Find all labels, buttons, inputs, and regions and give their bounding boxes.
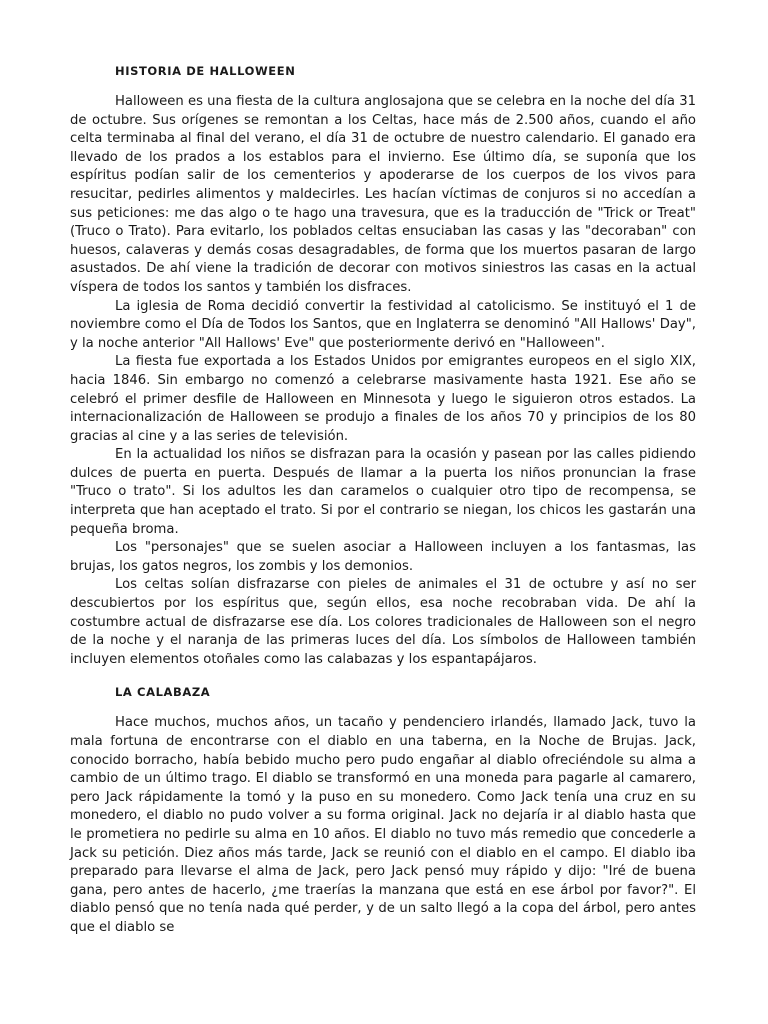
paragraph: Halloween es una fiesta de la cultura anglosajona que se celebra en la noche del día 31 de octubre. Sus orígenes se remontan a los Celtas, hace más de 2.500 años, cuando el año celta terminaba al final del verano, el día 31 de octubre de nuestro calendario. El ganado era llevado de los prados a los establos para el invierno. Ese último día, se suponía que los espíritus podían salir de los cementerios y apoderarse de los cuerpos de los vivos para resucitar, pedirles alimentos y maldecirles. Les hacían víctimas de conjuros si no accedían a sus peticiones: me das algo o te hago una travesura, que es la traducción de "Trick or Treat" (Truco o Trato). Para evitarlo, los poblados celtas ensuciaban las casas y las "decoraban" con huesos, calaveras y demás cosas desagradables, de forma que los muertos pasaran de largo asustados. De ahí viene la tradición de decorar con motivos siniestros las casas en la actual víspera de todos los santos y también los disfraces. (70, 94, 696, 295)
paragraph: La iglesia de Roma decidió convertir la festividad al catolicismo. Se instituyó el 1 de noviembre como el Día de Todos los Santos, que en Inglaterra se denominó "All Hallows' Day", y la noche anterior "All Hallows' Eve" que posteriormente derivó en "Halloween". (70, 298, 696, 351)
paragraph: En la actualidad los niños se disfrazan para la ocasión y pasean por las calles pidiendo dulces de puerta en puerta. Después de llamar a la puerta los niños pronuncian la frase "Truco o trato". Si los adultos les dan caramelos o cualquier otro tipo de recompensa, se interpreta que han aceptado el trato. Si por el contrario se niegan, los chicos les gastarán una pequeña broma. (70, 447, 696, 537)
document-title: HISTORIA DE HALLOWEEN (115, 64, 296, 78)
paragraph: La fiesta fue exportada a los Estados Unidos por emigrantes europeos en el siglo XIX, hacia 1846. Sin embargo no comenzó a celebrarse masivamente hasta 1921. Ese año se celebró el primer desfile de Halloween en Minnesota y luego le siguieron otros estados. La internacionalización de Halloween se produjo a finales de los años 70 y principios de los 80 gracias al cine y a las series de televisión. (70, 354, 696, 444)
paragraph: Hace muchos, muchos años, un tacaño y pendenciero irlandés, llamado Jack, tuvo la mala fortuna de encontrarse con el diablo en una taberna, en la Noche de Brujas. Jack, conocido borracho, había bebido mucho pero pudo engañar al diablo ofreciéndole su alma a cambio de un último trago. El diablo se transformó en una moneda para pagarle al camarero, pero Jack rápidamente la tomó y la puso en su monedero. Como Jack tenía una cruz en su monedero, el diablo no pudo volver a su forma original. Jack no dejaría ir al diablo hasta que le prometiera no pedirle su alma en 10 años. El diablo no tuvo más remedio que concederle a Jack su petición. Diez años más tarde, Jack se reunió con el diablo en el campo. El diablo iba preparado para llevarse el alma de Jack, pero Jack pensó muy rápido y dijo: "Iré de buena gana, pero antes de hacerlo, ¿me traerías la manzana que está en ese árbol por favor?". El diablo pensó que no tenía nada qué perder, y de un salto llegó a la copa del árbol, pero antes que el diablo se (70, 715, 696, 935)
document-page (70, 62, 696, 938)
paragraph: Los celtas solían disfrazarse con pieles de animales el 31 de octubre y así no ser descubiertos por los espíritus que, según ellos, esa noche recobraban vida. De ahí la costumbre actual de disfrazarse ese día. Los colores tradicionales de Halloween son el negro de la noche y el naranja de las primeras luces del día. Los símbolos de Halloween también incluyen elementos otoñales como las calabazas y los espantapájaros. (70, 577, 696, 667)
section-title-calabaza: LA CALABAZA (115, 685, 211, 700)
paragraph: Los "personajes" que se suelen asociar a Halloween incluyen a los fantasmas, las brujas, los gatos negros, los zombis y los demonios. (70, 540, 696, 574)
